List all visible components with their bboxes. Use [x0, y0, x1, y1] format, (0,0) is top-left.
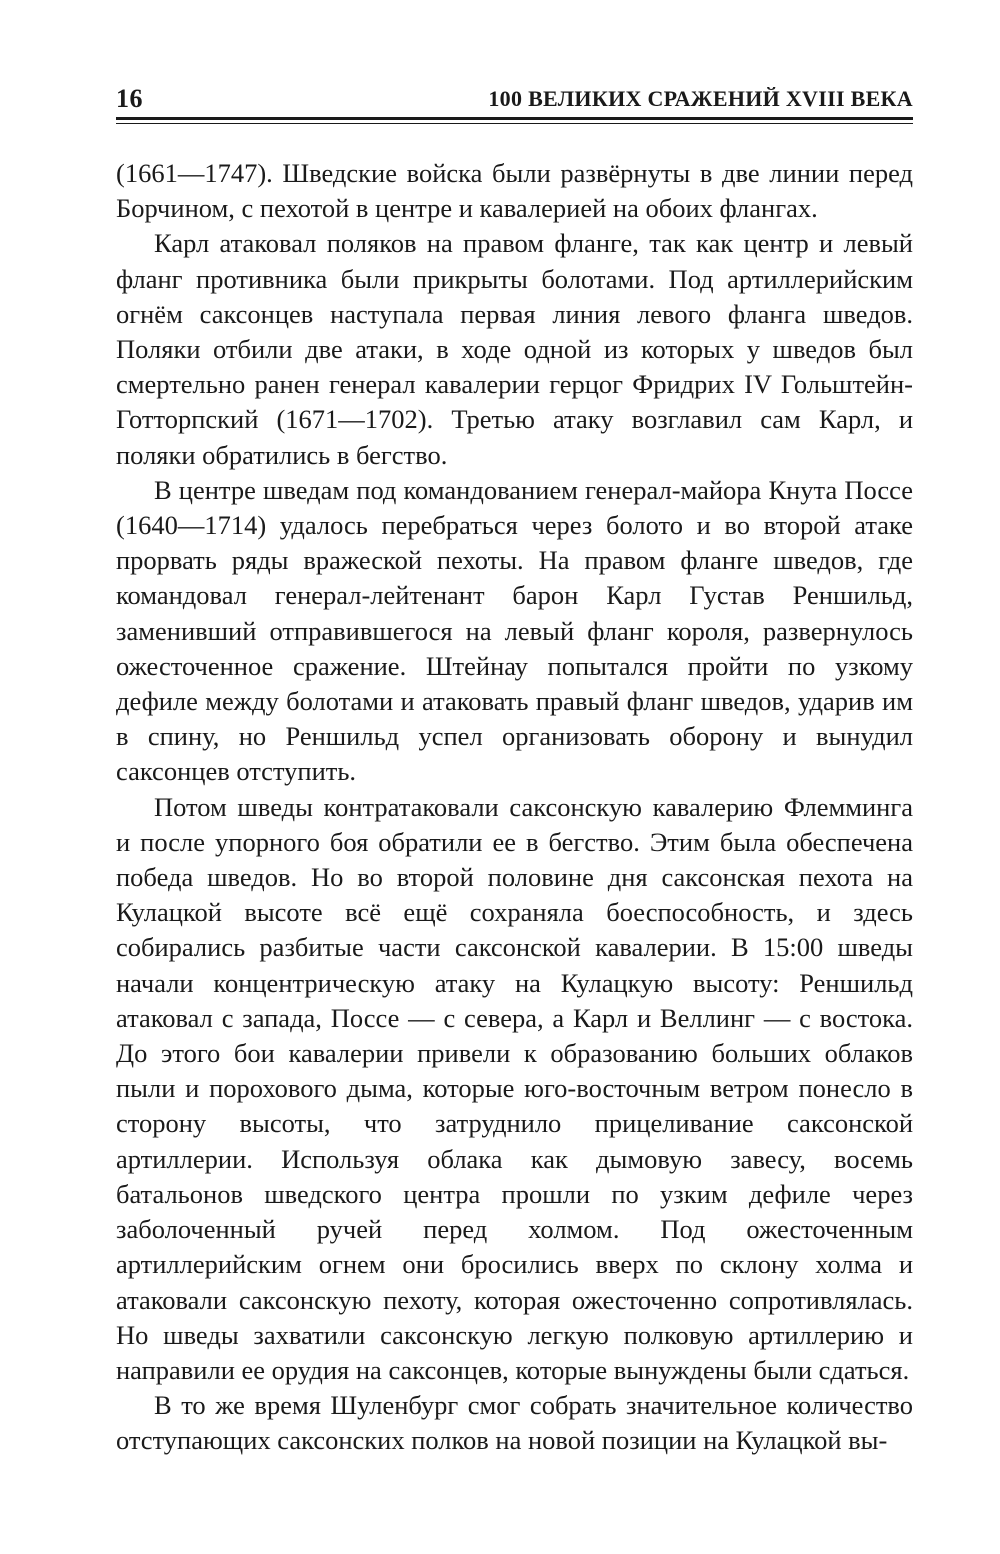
- running-head: [116, 70, 913, 116]
- book-page: [116, 70, 913, 1456]
- paragraph: Карл атаковал поляков на правом фланге, так как центр и левый фланг противника были прикрыты болотами. Под артиллерийским огнём саксонцев наступала первая линия левого фланга шведов. Поляки отбили две атаки, в ходе одной из которых у шведов был смертельно ранен генерал кавалерии герцог Фридрих IV Гольштейн-Готторпский (1671—1702). Третью атаку возглавил сам Карл, и поляки обратились в бегство.: [116, 228, 913, 470]
- header-rule-thin: [116, 123, 913, 124]
- paragraph: В центре шведам под командованием генерал-майора Кнута Поссе (1640—1714) удалось перебраться через болото и во второй атаке прорвать ряды вражеской пехоты. На правом фланге шведов, где командовал генерал-лейтенант барон Карл Густав Реншильд, заменивший отправившегося на левый фланг короля, развернулось ожесточенное сражение. Штейнау попытался пройти по узкому дефиле между болотами и атаковать правый фланг шведов, ударив им в спину, но Реншильд успел организовать оборону и вынудил саксонцев отступить.: [116, 474, 913, 787]
- header-rule-thick: [116, 117, 913, 120]
- paragraph-continued: (1661—1747). Шведские войска были развёрнуты в две линии перед Борчином, с пехотой в центре и кавалерией на обоих флангах.: [116, 158, 913, 224]
- paragraph: Потом шведы контратаковали саксонскую кавалерию Флемминга и после упорного боя обратили ее в бегство. Этим была обеспечена победа шведов. Но во второй половине дня саксонская пехота на Кулацкой высоте всё ещё сохраняла боеспособность, и здесь собирались разбитые части саксонской кавалерии. В 15:00 шведы начали концентрическую атаку на Кулацкую высоту: Реншильд атаковал с запада, Поссе — с севера, а Карл и Веллинг — с востока. До этого бои кавалерии привели к образованию больших облаков пыли и порохового дыма, которые юго-восточным ветром понесло в сторону высоты, что затруднило прицеливание саксонской артиллерии. Используя облака как дымовую завесу, восемь батальонов шведского центра прошли по узким дефиле через заболоченный ручей перед холмом. Под ожесточенным артиллерийским огнем они бросились вверх по склону холма и атаковали саксонскую пехоту, которая ожесточенно сопротивлялась. Но шведы захватили саксонскую легкую полковую артиллерию и направили ее орудия на саксонцев, которые вынуждены были сдаться.: [116, 791, 913, 1385]
- body-text: [116, 156, 913, 1459]
- page-number: 16: [116, 84, 143, 113]
- book-title: 100 ВЕЛИКИХ СРАЖЕНИЙ XVIII ВЕКА: [488, 86, 913, 111]
- paragraph: В то же время Шуленбург смог собрать значительное количество отступающих саксонских полков на новой позиции на Кулацкой вы-: [116, 1390, 913, 1456]
